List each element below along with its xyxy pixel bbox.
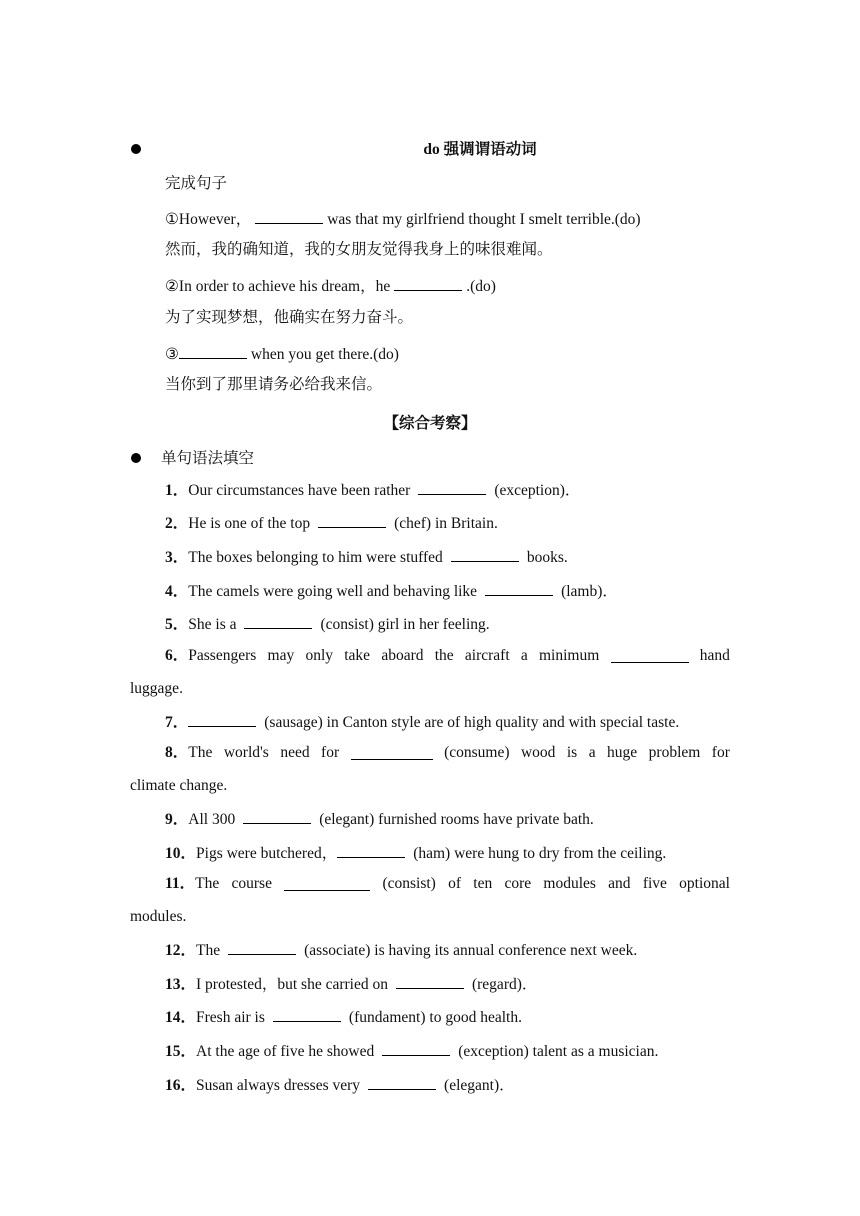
word: Passengers: [188, 647, 257, 664]
question-1: [165, 480, 580, 499]
question-8: [165, 745, 730, 761]
question-text: (consist) girl in her feeling.: [320, 616, 490, 633]
question-number: 6．: [165, 647, 189, 664]
sentence-2: [165, 276, 496, 295]
sentence-text: when you get there.(do): [250, 346, 399, 363]
question-6: [165, 648, 730, 664]
question-number: 10．: [165, 845, 197, 862]
question-number: 8．: [165, 744, 189, 761]
question-text: (chef) in Britain.: [394, 515, 498, 532]
question-12: [165, 940, 637, 959]
word: huge: [607, 744, 638, 761]
question-8-continuation: climate change.: [130, 777, 228, 794]
answer-blank[interactable]: [382, 1041, 450, 1056]
question-text: I protested，but she carried on: [196, 976, 388, 993]
question-number: 16．: [165, 1077, 197, 1094]
question-text: (ham) were hung to dry from the ceiling.: [413, 845, 667, 862]
word: core: [504, 875, 532, 892]
word: modules: [543, 875, 596, 892]
answer-blank[interactable]: [418, 480, 486, 495]
question-number: 11．: [165, 875, 196, 892]
sentence-text: However，: [178, 211, 252, 228]
question-7: [165, 712, 679, 731]
word: the: [434, 647, 454, 664]
question-14: [165, 1007, 522, 1026]
word: The: [188, 744, 213, 761]
question-text: (exception)．: [494, 482, 581, 499]
section-subtitle: 完成句子: [165, 175, 228, 192]
question-text: (exception) talent as a musician.: [458, 1043, 659, 1060]
word: a: [588, 744, 596, 761]
answer-blank[interactable]: [611, 648, 689, 663]
section-title: 【综合考察】: [383, 415, 477, 432]
section-subtitle: 单句语法填空: [161, 450, 255, 467]
question-16: [165, 1075, 515, 1094]
question-text: books.: [526, 549, 568, 566]
question-text: The boxes belonging to him were stuffed: [188, 549, 443, 566]
question-text: (elegant)．: [444, 1077, 515, 1094]
question-text: Susan always dresses very: [196, 1077, 361, 1094]
question-9: [165, 809, 594, 828]
word: is: [566, 744, 578, 761]
question-text: She is a: [188, 616, 237, 633]
question-15: [165, 1041, 658, 1060]
answer-blank[interactable]: [394, 276, 462, 291]
answer-blank[interactable]: [451, 547, 519, 562]
word: only: [305, 647, 334, 664]
answer-blank[interactable]: [318, 513, 386, 528]
answer-blank[interactable]: [368, 1075, 436, 1090]
question-text: At the age of five he showed: [196, 1043, 375, 1060]
question-5: [165, 614, 490, 633]
item-marker: ①: [165, 211, 179, 228]
question-number: 5．: [165, 616, 189, 633]
question-number: 12．: [165, 942, 197, 959]
bullet-icon: [131, 453, 141, 463]
question-text: He is one of the top: [188, 515, 311, 532]
word: take: [344, 647, 371, 664]
word: aircraft: [464, 647, 510, 664]
word: ten: [473, 875, 493, 892]
word: need: [280, 744, 310, 761]
question-number: 15．: [165, 1043, 197, 1060]
question-number: 2．: [165, 515, 189, 532]
word: The: [195, 875, 220, 892]
item-marker: ②: [165, 278, 179, 295]
word: five: [642, 875, 667, 892]
answer-blank[interactable]: [284, 876, 370, 891]
question-text: (sausage) in Canton style are of high quality and with special taste.: [264, 714, 680, 731]
answer-blank[interactable]: [255, 209, 323, 224]
question-number: 3．: [165, 549, 189, 566]
question-number: 13．: [165, 976, 197, 993]
translation-2: 为了实现梦想，他确实在努力奋斗。: [165, 309, 414, 326]
section-title: do 强调谓语动词: [423, 141, 537, 158]
question-number: 4．: [165, 583, 189, 600]
question-number: 1．: [165, 482, 189, 499]
sentence-text: was that my girlfriend thought I smelt terrible.(do): [327, 211, 641, 228]
question-10: [165, 843, 666, 862]
question-13: [165, 974, 537, 993]
answer-blank[interactable]: [337, 843, 405, 858]
word: world's: [223, 744, 269, 761]
question-2: [165, 513, 498, 532]
question-3: [165, 547, 568, 566]
sentence-3: [165, 344, 399, 363]
question-4: [165, 581, 618, 600]
question-text: (associate) is having its annual conference next week.: [304, 942, 638, 959]
answer-blank[interactable]: [179, 344, 247, 359]
question-text: All 300: [188, 811, 236, 828]
translation-3: 当你到了那里请务必给我来信。: [165, 376, 383, 393]
answer-blank[interactable]: [228, 940, 296, 955]
word: of: [448, 875, 462, 892]
answer-blank[interactable]: [188, 712, 256, 727]
answer-blank[interactable]: [244, 614, 312, 629]
word: problem: [648, 744, 701, 761]
answer-blank[interactable]: [273, 1007, 341, 1022]
question-text: Pigs were butchered，: [196, 845, 338, 862]
word: (consist): [382, 875, 436, 892]
question-text: (fundament) to good health.: [348, 1009, 522, 1026]
question-11-continuation: modules.: [130, 908, 187, 925]
question-text: (regard)．: [471, 976, 538, 993]
question-11: [165, 876, 730, 892]
answer-blank[interactable]: [243, 809, 311, 824]
word: for: [711, 744, 730, 761]
question-text: Our circumstances have been rather: [188, 482, 411, 499]
word: course: [231, 875, 272, 892]
word: wood: [520, 744, 556, 761]
question-text: (lamb)．: [561, 583, 618, 600]
item-marker: ③: [165, 346, 179, 363]
word: and: [608, 875, 631, 892]
question-text: Fresh air is: [196, 1009, 265, 1026]
sentence-text: In order to achieve his dream，he: [178, 278, 391, 295]
answer-blank[interactable]: [396, 974, 464, 989]
word: a: [520, 647, 528, 664]
word: for: [321, 744, 340, 761]
sentence-text: .(do): [466, 278, 496, 295]
word: (consume): [444, 744, 510, 761]
word: optional: [679, 875, 730, 892]
question-number: 7．: [165, 714, 189, 731]
question-number: 9．: [165, 811, 189, 828]
answer-blank[interactable]: [351, 745, 433, 760]
question-6-continuation: luggage.: [130, 680, 183, 697]
sentence-1: [165, 209, 641, 228]
word: may: [267, 647, 295, 664]
word: hand: [699, 647, 730, 664]
word: aboard: [381, 647, 424, 664]
question-text: (elegant) furnished rooms have private bath.: [319, 811, 594, 828]
question-text: The: [196, 942, 221, 959]
translation-1: 然而，我的确知道，我的女朋友觉得我身上的味很难闻。: [165, 241, 553, 258]
word: minimum: [539, 647, 600, 664]
answer-blank[interactable]: [485, 581, 553, 596]
question-number: 14．: [165, 1009, 197, 1026]
question-text: The camels were going well and behaving like: [188, 583, 478, 600]
